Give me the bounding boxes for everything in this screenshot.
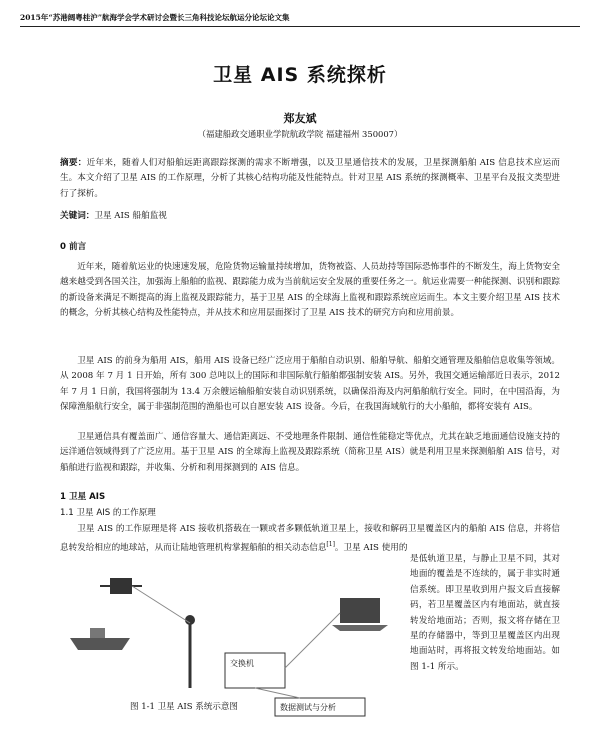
paragraph-1-text: 近年来，随着航运业的快速速发展，危险货物运输量持续增加，货物被盗、人员劫持等国际恐怖事件的不断发生，海上货物安全越来越受到各国关注，加强海上船舶的监视、跟踪能力成为当前航运安全发展的重要任务之一。航运业需要一种能探测、识别和跟踪的新设备来满足不断提高的海上监视及跟踪能力，基于卫星 AIS 的全球海上监视和跟踪系统应运而生。本文主要介绍卫星 AIS 技术的概念，分析其核心结构及性能特点，并从技术和应用层面探讨了卫星 AIS 技术的研究方向和应用前景。 — [60, 262, 560, 318]
author: 郑友斌 — [283, 112, 317, 125]
running-header: 2015年“苏港阔粤桂沪”航海学会学术研讨会暨长三角科技论坛航运分论坛论文集 — [20, 12, 580, 27]
right-column-text: 是低轨道卫星，与静止卫星不同，其对地面的覆盖是不连续的，属于非实时通信系统。即卫星收到用户报文后直接解码，若卫星覆盖区内有地面站，就直接转发给地面站；否则，报文将存储在卫星的存储器中，等到卫星覆盖区内出现地面站时，再将报文转发给地面站。如图 1-1 所示。 — [410, 554, 560, 672]
keywords — [60, 209, 560, 224]
keywords-text: 卫星 AIS 船舶监视 — [94, 211, 167, 221]
analysis-label: 数据测试与分析 — [280, 703, 336, 712]
paragraph-4-tail: 。卫星 AIS 使用的 — [334, 543, 408, 554]
paragraph-1 — [60, 260, 560, 321]
paragraph-2 — [60, 354, 560, 415]
paragraph-2-text: 卫星 AIS 的前身为船用 AIS，船用 AIS 设备已经广泛应用于船舶自动识别、船舶导航、船舶交通管理及船舶信息收集等领域。从 2008 年 7 月 1 日开始，所有 300 总吨以上的国际和非国际航行船舶都强制安装 AIS。另外，我国交通运输部近日表示，2012 年 7 月 1 日前，我国将强制为 13.4 万余艘运输船舶安装自动识别系统，以确保沿海及内河船舶航行安全。同时，在中国沿海，为保障渔船航行安全，属于非强制范围的渔船也可以自愿安装 AIS 设备。今后，在我国海域航行的大小船舶，都将安装有 AIS。 — [60, 356, 560, 412]
abstract-label: 摘要： — [60, 158, 87, 168]
paper-title: 卫星 AIS 系统探析 — [213, 64, 387, 86]
paragraph-3-text: 卫星通信具有覆盖面广、通信容量大、通信距离远、不受地理条件限制、通信性能稳定等优点，尤其在缺乏地面通信设施支持的远洋通信领域得到了广泛应用。基于卫星 AIS 的全球海上监视及跟踪系统（简称卫星 AIS）就是利用卫星来探测船舶 AIS 信号，对船舶进行监视和跟踪，并收集、分析和利用探测到的 AIS 信息。 — [60, 432, 560, 473]
figure-1-1-diagram — [60, 568, 400, 718]
affiliation: （福建船政交通职业学院航政学院 福建福州 350007） — [197, 129, 403, 139]
citation-ref: [1] — [326, 541, 335, 549]
abstract — [60, 156, 560, 202]
figure-caption: 图 1-1 卫星 AIS 系统示意图 — [130, 702, 238, 712]
section-heading-1-1: 1.1 卫星 AIS 的工作原理 — [60, 508, 156, 518]
laptop-icon — [332, 598, 388, 631]
paragraph-4-body: 卫星 AIS 的工作原理是将 AIS 接收机搭载在一颗或者多颗低轨道卫星上，接收和解码卫星覆盖区内的船舶 AIS 信息，并将信息转发给相应的地球站，从而让陆地管理机构掌握船舶的相关动态信息 — [60, 524, 560, 554]
paragraph-3 — [60, 430, 560, 476]
keywords-label: 关键词： — [60, 211, 95, 221]
exchange-label: 交换机 — [230, 659, 254, 668]
section-heading-0: 0 前言 — [60, 242, 87, 252]
section-heading-1: 1 卫星 AIS — [60, 492, 106, 502]
abstract-text: 近年来，随着人们对船舶远距离跟踪探测的需求不断增强，以及卫星通信技术的发展，卫星探测船舶 AIS 信息技术应运而生。本文介绍了卫星 AIS 的工作原理，分析了其核心结构功能及性能特点。针对卫星 AIS 系统的探测概率、卫星平台及报文类型进行了探析。 — [60, 158, 560, 199]
